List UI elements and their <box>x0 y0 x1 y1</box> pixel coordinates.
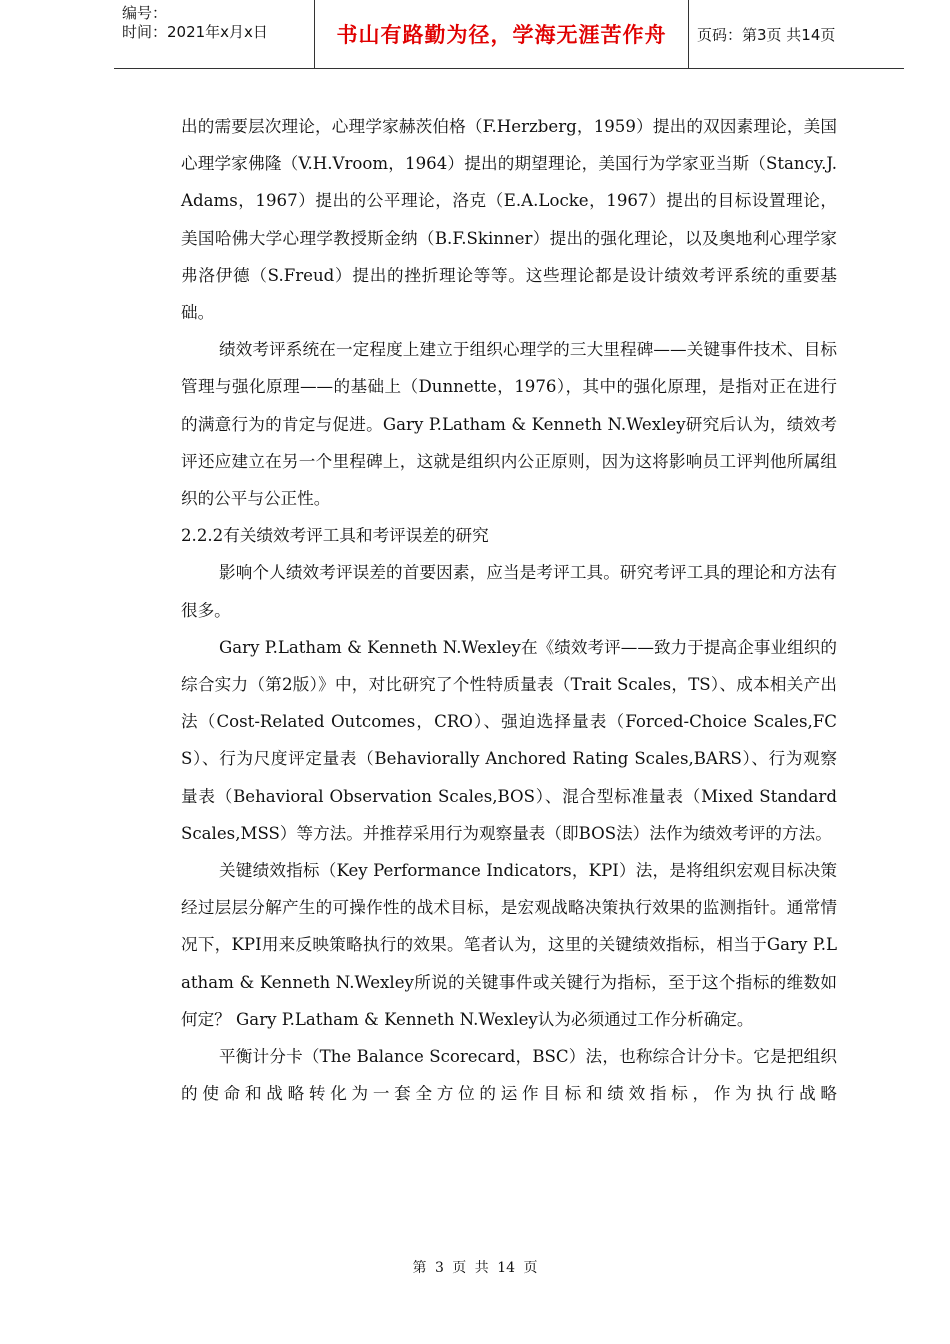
paragraph-6: 平衡计分卡（The Balance Scorecard，BSC）法，也称综合计分卡。它是把组织的使命和战略转化为一套全方位的运作目标和绩效指标，作为执行战略 <box>181 1047 837 1104</box>
paragraph-4: Gary P.Latham & Kenneth N.Wexley在《绩效考评——致力于提高企事业组织的综合实力（第2版）》中，对比研究了个性特质量表（Trait Scales，TS）、成本相关产出法（Cost-Related Outcomes，CRO）、强迫选择量表（Forced-Choice Scales,FCS）、行为尺度评定量表（Behaviorally Anchored Rating Scales,BARS）、行为观察量表（Behavioral Observation Scales,BOS）、混合型标准量表（Mixed Standard Scales,MSS）等方法。并推荐采用行为观察量表（即BOS法）法作为绩效考评的方法。 <box>181 637 837 843</box>
paragraph-5: 关键绩效指标（Key Performance Indicators，KPI）法，是将组织宏观目标决策经过层层分解产生的可操作性的战术目标，是宏观战略决策执行效果的监测指针。通常情况下，KPI用来反映策略执行的效果。笔者认为，这里的关键绩效指标，相当于Gary P.Latham & Kenneth N.Wexley所说的关键事件或关键行为指标，至于这个指标的维数如何定？ Gary P.Latham & Kenneth N.Wexley认为必须通过工作分析确定。 <box>181 861 837 1029</box>
header-motto: 书山有路勤为径，学海无涯苦作舟 <box>315 0 689 68</box>
header-meta <box>114 0 315 68</box>
paragraph-3: 影响个人绩效考评误差的首要因素，应当是考评工具。研究考评工具的理论和方法有很多。 <box>181 563 837 620</box>
page-header <box>114 0 904 69</box>
header-page-info: 页码：第3页 共14页 <box>697 25 836 44</box>
number-label: 编号： <box>122 4 168 22</box>
section-heading: 2.2.2有关绩效考评工具和考评误差的研究 <box>181 526 489 546</box>
time-label: 时间：2021年x月x日 <box>122 23 268 41</box>
document-body <box>181 108 837 1112</box>
page-footer: 第 3 页 共 14 页 <box>412 1260 538 1276</box>
paragraph-2: 绩效考评系统在一定程度上建立于组织心理学的三大里程碑——关键事件技术、目标管理与强化原理——的基础上（Dunnette，1976），其中的强化原理，是指对正在进行的满意行为的肯定与促进。Gary P.Latham & Kenneth N.Wexley研究后认为，绩效考评还应建立在另一个里程碑上，这就是组织内公正原则，因为这将影响员工评判他所属组织的公平与公正性。 <box>181 340 837 509</box>
paragraph-1: 出的需要层次理论，心理学家赫茨伯格（F.Herzberg，1959）提出的双因素理论，美国心理学家佛隆（V.H.Vroom，1964）提出的期望理论，美国行为学家亚当斯（Stancy.J.Adams，1967）提出的公平理论，洛克（E.A.Locke，1967）提出的目标设置理论，美国哈佛大学心理学教授斯金纳（B.F.Skinner）提出的强化理论，以及奥地利心理学家弗洛伊德（S.Freud）提出的挫折理论等等。这些理论都是设计绩效考评系统的重要基础。 <box>181 117 837 323</box>
